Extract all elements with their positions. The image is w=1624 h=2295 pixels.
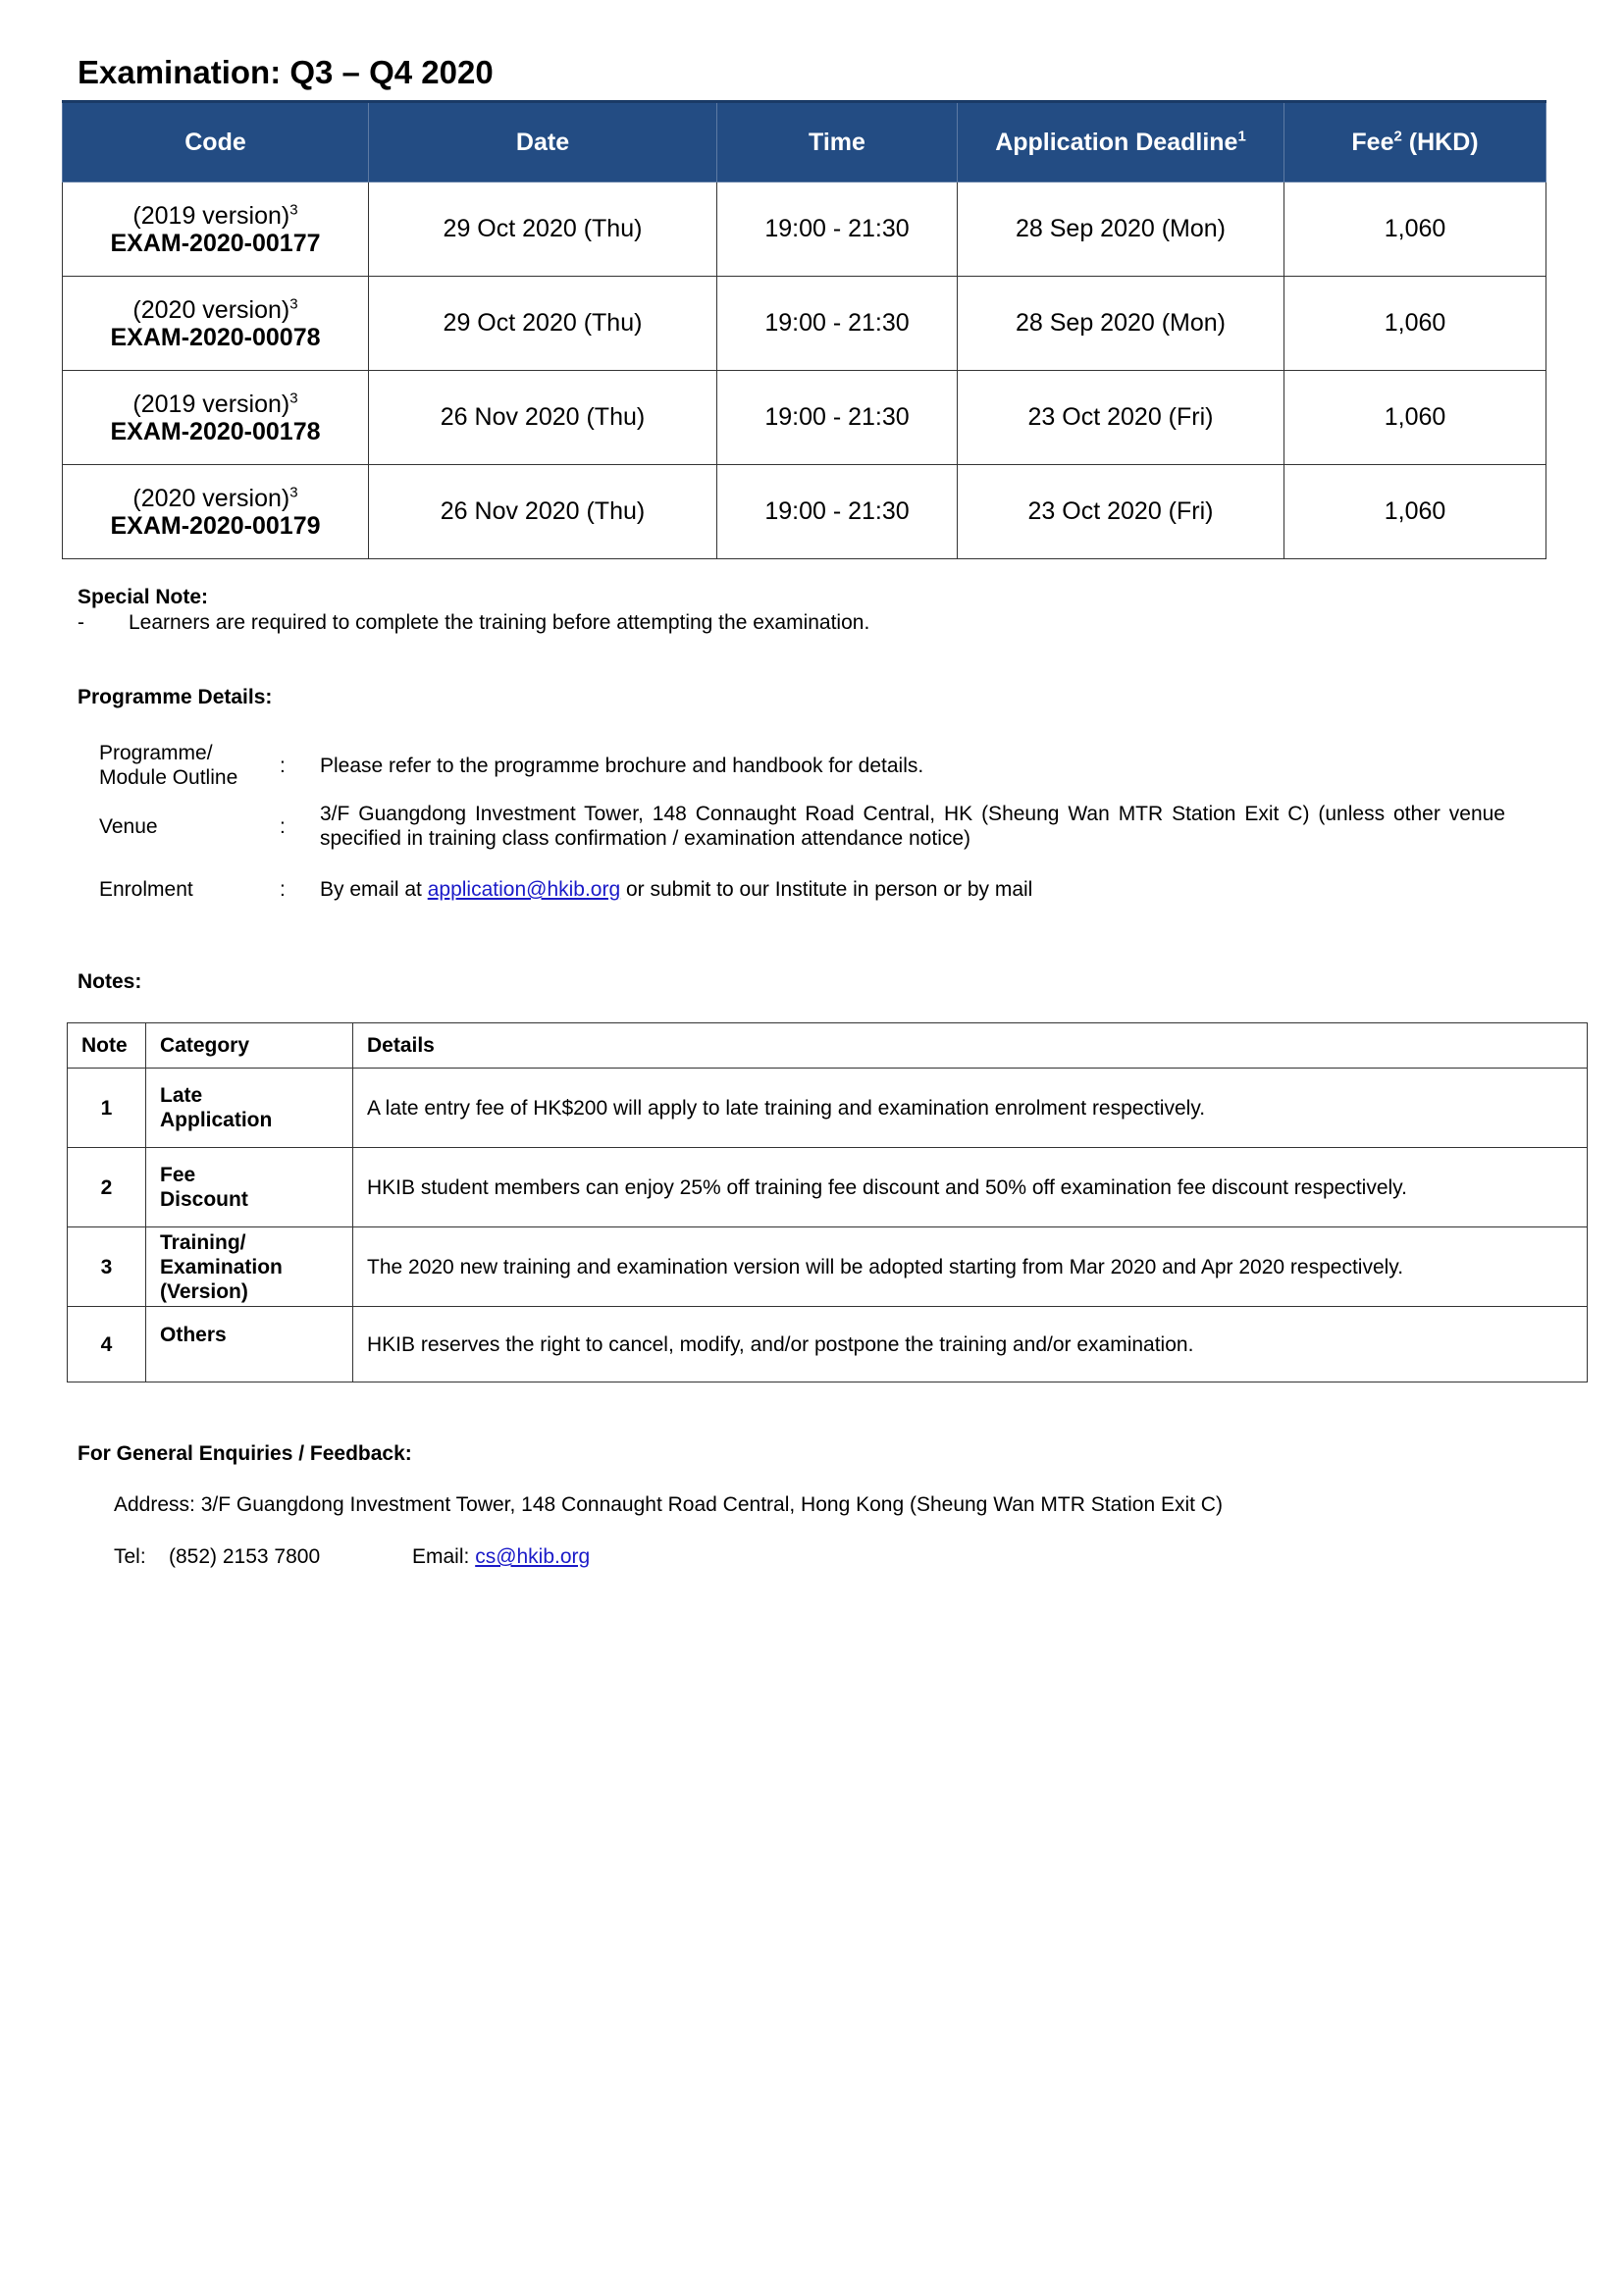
exam-schedule-table [62,100,1546,559]
category-line: Late [160,1084,203,1107]
table-row [63,277,1546,371]
deadline-cell: 23 Oct 2020 (Fri) [958,371,1284,465]
table-row [63,465,1546,559]
col-header-code: Code [63,102,369,183]
email-label: Email: [412,1545,476,1568]
fee-header-suffix: (HKD) [1401,128,1479,156]
category-line: Discount [160,1188,248,1211]
deadline-cell: 28 Sep 2020 (Mon) [958,277,1284,371]
enrolment-label: Enrolment [99,878,193,901]
fee-cell: 1,060 [1284,183,1546,277]
tel-label: Tel: [114,1545,146,1568]
date-cell: 29 Oct 2020 (Thu) [369,183,717,277]
outline-value: Please refer to the programme brochure and handbook for details. [320,754,924,777]
enrolment-suffix: or submit to our Institute in person or by mail [620,878,1033,901]
code-cell [63,465,369,559]
table-row [63,371,1546,465]
note-details: HKIB reserves the right to cancel, modify, and/or postpone the training and/or examination. [353,1307,1588,1382]
note-number: 1 [68,1069,146,1148]
bullet-dash: - [78,611,84,634]
col-header-note: Note [68,1023,146,1069]
detail-row-enrolment [99,877,1505,902]
version-label: (2020 version) [132,484,290,512]
note-details: The 2020 new training and examination version will be adopted starting from Mar 2020 and Apr 2020 respectively. [353,1227,1588,1307]
exam-code: EXAM-2020-00178 [110,417,321,445]
footnote-ref: 2 [1393,128,1402,145]
enquiries-email-link[interactable]: cs@hkib.org [475,1545,591,1568]
table-row [68,1227,1588,1307]
venue-label: Venue [99,814,158,838]
enrolment-prefix: By email at [320,878,428,901]
note-category [146,1227,353,1307]
time-cell: 19:00 - 21:30 [717,183,958,277]
footnote-ref: 3 [289,295,298,313]
detail-row-venue [99,802,1505,851]
tel-number: (852) 2153 7800 [169,1545,321,1568]
time-cell: 19:00 - 21:30 [717,277,958,371]
enquiries-heading: For General Enquiries / Feedback: [78,1442,412,1465]
category-line: Others [160,1324,227,1346]
deadline-cell: 23 Oct 2020 (Fri) [958,465,1284,559]
special-note-text: Learners are required to complete the training before attempting the examination. [129,611,870,634]
footnote-ref: 3 [289,390,298,407]
enrolment-email-link[interactable]: application@hkib.org [427,878,621,901]
col-header-fee [1284,102,1546,183]
category-line: Examination [160,1255,283,1278]
special-note [78,585,869,636]
table-row [63,183,1546,277]
code-cell [63,277,369,371]
col-header-time: Time [717,102,958,183]
col-header-date: Date [369,102,717,183]
outline-label-line1: Programme/ [99,742,213,764]
note-number: 3 [68,1227,146,1307]
detail-row-outline [99,741,1505,790]
deadline-header-label: Application Deadline [995,128,1238,156]
exam-code: EXAM-2020-00177 [110,229,321,257]
exam-code: EXAM-2020-00078 [110,323,321,351]
category-line: Fee [160,1164,196,1186]
date-cell: 29 Oct 2020 (Thu) [369,277,717,371]
version-label: (2019 version) [132,390,290,418]
page-title: Examination: Q3 – Q4 2020 [78,54,494,90]
note-number: 2 [68,1148,146,1227]
deadline-cell: 28 Sep 2020 (Mon) [958,183,1284,277]
time-cell: 19:00 - 21:30 [717,465,958,559]
category-line: (Version) [160,1279,248,1303]
fee-cell: 1,060 [1284,465,1546,559]
special-note-label: Special Note: [78,586,209,608]
exam-code: EXAM-2020-00179 [110,511,321,540]
notes-heading: Notes: [78,970,142,993]
table-row [68,1307,1588,1382]
colon: : [280,878,286,901]
code-cell [63,183,369,277]
footnote-ref: 1 [1237,128,1246,145]
colon: : [280,814,286,838]
footnote-ref: 3 [289,484,298,501]
code-cell [63,371,369,465]
programme-details-heading: Programme Details: [78,686,273,708]
version-label: (2020 version) [132,295,290,324]
note-category [146,1069,353,1148]
table-row [68,1069,1588,1148]
col-header-category: Category [146,1023,353,1069]
enquiries-address: Address: 3/F Guangdong Investment Tower, 148 Connaught Road Central, Hong Kong (Sheung Wan MTR Station Exit C) [114,1493,1223,1516]
note-category [146,1148,353,1227]
notes-table [67,1022,1588,1382]
table-row [68,1148,1588,1227]
note-details: HKIB student members can enjoy 25% off training fee discount and 50% off examination fee discount respectively. [353,1148,1588,1227]
colon: : [280,754,286,777]
notes-table-header [68,1023,1588,1069]
note-number: 4 [68,1307,146,1382]
fee-cell: 1,060 [1284,277,1546,371]
col-header-details: Details [353,1023,1588,1069]
enquiries-contact [114,1545,590,1569]
fee-cell: 1,060 [1284,371,1546,465]
outline-label-line2: Module Outline [99,766,238,789]
exam-table-header [63,102,1546,183]
footnote-ref: 3 [289,201,298,219]
category-line: Training/ [160,1230,246,1254]
time-cell: 19:00 - 21:30 [717,371,958,465]
fee-header-label: Fee [1351,128,1394,156]
date-cell: 26 Nov 2020 (Thu) [369,371,717,465]
note-details: A late entry fee of HK$200 will apply to late training and examination enrolment respectively. [353,1069,1588,1148]
note-category [146,1307,353,1382]
venue-value: 3/F Guangdong Investment Tower, 148 Connaught Road Central, HK (Sheung Wan MTR Station Exit C) (unless other venue specified in training class confirmation / examination attendance notice) [320,803,1505,850]
col-header-deadline [958,102,1284,183]
date-cell: 26 Nov 2020 (Thu) [369,465,717,559]
version-label: (2019 version) [132,201,290,230]
category-line: Application [160,1109,273,1131]
